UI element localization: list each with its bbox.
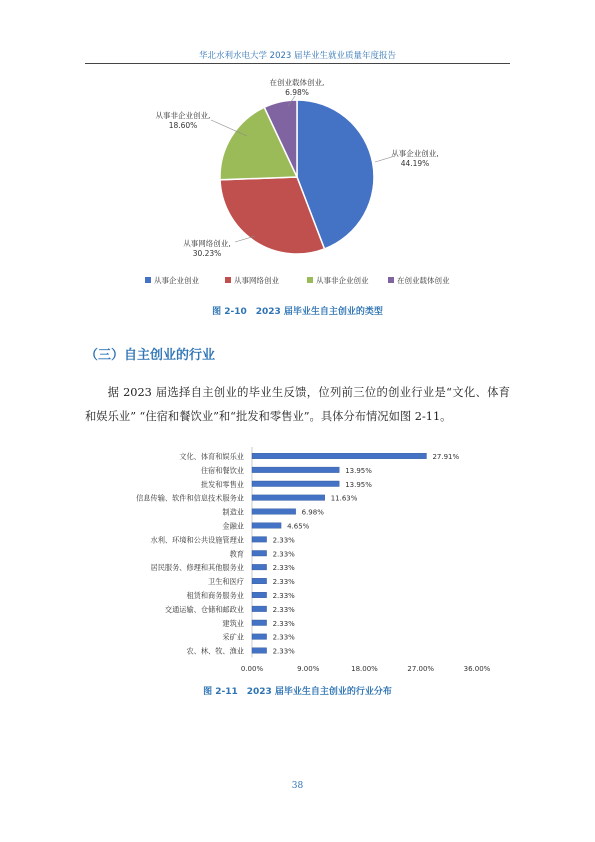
category-label: 批发和零售业 bbox=[200, 479, 244, 489]
bar-value-label: 4.65% bbox=[287, 522, 310, 531]
x-tick-label: 36.00% bbox=[463, 665, 491, 673]
bar bbox=[252, 495, 325, 501]
bar-value-label: 2.33% bbox=[272, 633, 295, 642]
bar-value-label: 2.33% bbox=[272, 591, 295, 600]
bar bbox=[252, 564, 267, 570]
category-label: 租赁和商务服务业 bbox=[186, 590, 244, 600]
bar-value-label: 2.33% bbox=[272, 564, 295, 573]
legend-entry: 在创业载体创业 bbox=[397, 276, 450, 285]
legend-swatch bbox=[307, 277, 313, 283]
x-tick-label: 18.00% bbox=[351, 665, 378, 673]
bar-value-label: 2.33% bbox=[272, 536, 295, 545]
category-label: 文化、体育和娱乐业 bbox=[179, 451, 244, 461]
bar bbox=[252, 453, 426, 459]
legend-entry: 从事企业创业 bbox=[154, 276, 199, 285]
bar bbox=[252, 537, 267, 543]
bar-value-label: 6.98% bbox=[301, 508, 324, 517]
page-number: 38 bbox=[291, 781, 304, 791]
bar bbox=[252, 509, 296, 515]
pie-data-label: 在创业载体创业, 6.98% bbox=[269, 78, 325, 97]
bar-chart bbox=[85, 443, 510, 679]
body-paragraph: 据 2023 届选择自主创业的毕业生反馈，位列前三位的创业行业是“文化、体育和娱乐业” “住宿和餐饮业”和“批发和零售业”。具体分布情况如图 2-11。 bbox=[85, 386, 510, 423]
category-label: 交通运输、仓储和邮政业 bbox=[164, 604, 244, 614]
category-label: 教育 bbox=[229, 549, 244, 559]
category-label: 水利、环境和公共设施管理业 bbox=[150, 535, 244, 545]
pie-data-label: 从事企业创业, 44.19% bbox=[391, 149, 439, 168]
header-rule bbox=[85, 63, 510, 64]
bar bbox=[252, 467, 339, 473]
bar bbox=[252, 634, 267, 640]
bar-value-label: 2.33% bbox=[272, 647, 295, 656]
category-label: 住宿和餐饮业 bbox=[200, 465, 244, 475]
x-tick-label: 9.00% bbox=[297, 665, 320, 673]
figure-caption-2-10: 图 2-10 2023 届毕业生自主创业的类型 bbox=[212, 307, 383, 317]
bar-value-label: 2.33% bbox=[272, 605, 295, 614]
bar-value-label: 27.91% bbox=[432, 452, 460, 461]
figure-caption-2-11: 图 2-11 2023 届毕业生自主创业的行业分布 bbox=[203, 687, 392, 697]
pie-data-label: 从事网络创业, 30.23% bbox=[183, 239, 231, 258]
running-header: 华北水利水电大学 2023 届毕业生就业质量年度报告 bbox=[198, 51, 397, 61]
bar bbox=[252, 551, 267, 557]
category-label: 建筑业 bbox=[222, 618, 244, 628]
category-label: 信息传输、软件和信息技术服务业 bbox=[136, 493, 244, 503]
x-tick-label: 27.00% bbox=[407, 665, 435, 673]
category-label: 制造业 bbox=[222, 507, 244, 517]
bar bbox=[252, 481, 339, 487]
legend-entry: 从事非企业创业 bbox=[316, 276, 369, 285]
bar-value-label: 2.33% bbox=[272, 619, 295, 628]
bar bbox=[252, 578, 267, 584]
bar-value-label: 11.63% bbox=[330, 494, 358, 503]
legend-swatch bbox=[388, 277, 394, 283]
category-label: 金融业 bbox=[222, 521, 244, 531]
bar-value-label: 13.95% bbox=[345, 466, 372, 475]
x-tick-label: 0.00% bbox=[240, 665, 264, 673]
bar bbox=[252, 648, 267, 654]
pie-chart bbox=[85, 70, 510, 300]
bar bbox=[252, 592, 267, 598]
bar-value-label: 13.95% bbox=[345, 480, 372, 489]
category-label: 采矿业 bbox=[222, 632, 244, 642]
bar-value-label: 2.33% bbox=[272, 550, 295, 559]
legend-entry: 从事网络创业 bbox=[234, 276, 279, 285]
category-label: 农、林、牧、渔业 bbox=[186, 646, 244, 656]
pie-data-label: 从事非企业创业, 18.60% bbox=[155, 111, 211, 130]
bar-value-label: 2.33% bbox=[272, 578, 295, 587]
legend-swatch bbox=[145, 277, 151, 283]
bar bbox=[252, 606, 267, 612]
category-label: 居民服务、修理和其他服务业 bbox=[150, 563, 244, 573]
section-heading: （三）自主创业的行业 bbox=[85, 348, 216, 363]
bar bbox=[252, 620, 267, 626]
category-label: 卫生和医疗 bbox=[208, 577, 244, 587]
legend-swatch bbox=[225, 277, 231, 283]
bar bbox=[252, 523, 281, 529]
